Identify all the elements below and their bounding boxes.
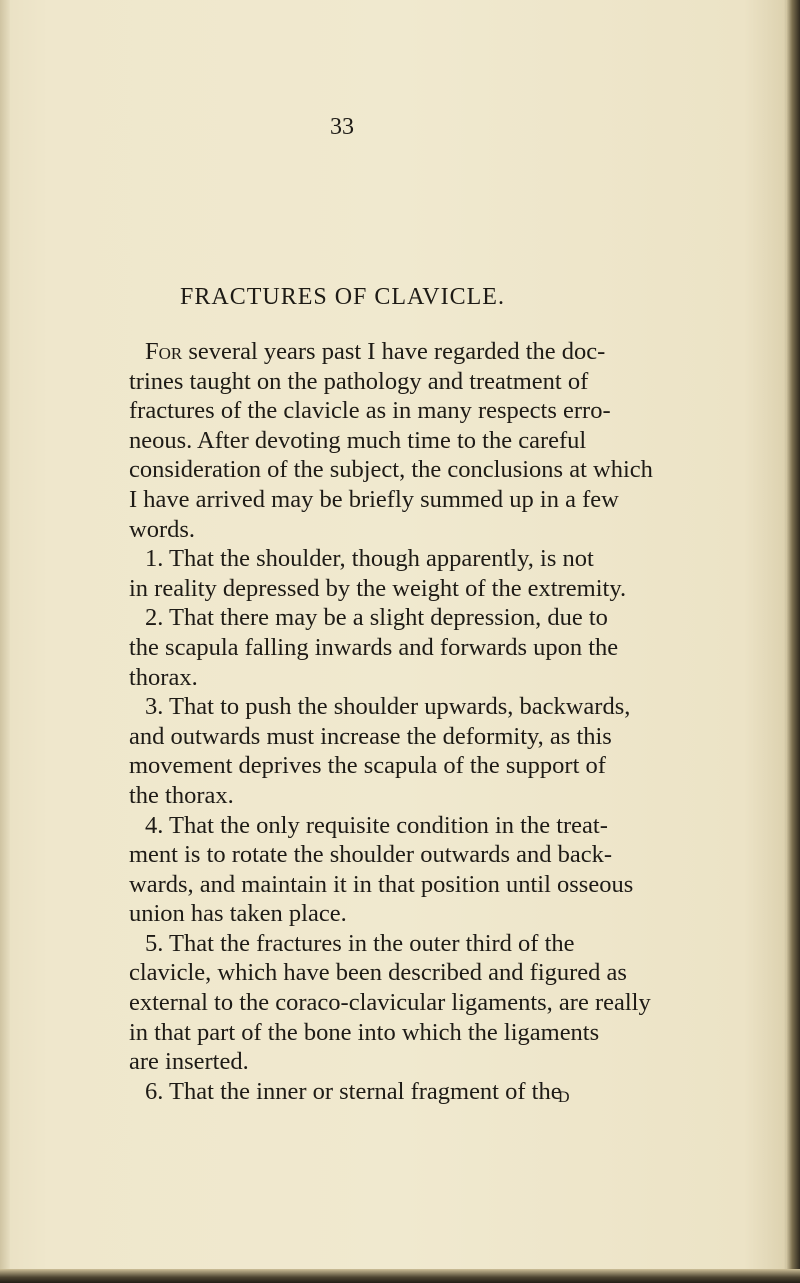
text-line-10: 2. That there may be a slight depression, due to [145, 604, 608, 632]
text-line-26: 6. That the inner or sternal fragment of the [145, 1077, 562, 1105]
text-line-14: and outwards must increase the deformity, as this [129, 722, 612, 750]
signature-mark: D [558, 1089, 570, 1106]
chapter-title: FRACTURES OF CLAVICLE. [180, 284, 505, 310]
page-number: 33 [330, 114, 354, 140]
text-line-22: clavicle, which have been described and figured as [129, 959, 627, 987]
text-line-25: are inserted. [129, 1048, 249, 1076]
text-line-20: union has taken place. [129, 900, 347, 928]
text-line-2: trines taught on the pathology and treatment of [129, 367, 589, 395]
page-left-edge [0, 0, 10, 1283]
text-line-6: I have arrived may be briefly summed up in a few [129, 485, 619, 513]
opening-word: For [145, 338, 183, 365]
text-line-5: consideration of the subject, the conclusions at which [129, 456, 653, 484]
text-line-21: 5. That the fractures in the outer third of the [145, 929, 575, 957]
text-line-9: in reality depressed by the weight of the extremity. [129, 574, 627, 602]
text-line-18: ment is to rotate the shoulder outwards and back- [129, 841, 613, 869]
page-right-edge-shadow [786, 0, 800, 1283]
text-line-13: 3. That to push the shoulder upwards, backwards, [145, 693, 631, 721]
text-line-19: wards, and maintain it in that position until osseous [129, 870, 634, 898]
text-line-15: movement deprives the scapula of the support of [129, 752, 606, 780]
text-line-24: in that part of the bone into which the ligaments [129, 1018, 600, 1046]
text-line-7: words. [129, 515, 196, 543]
text-line-16: the thorax. [129, 781, 234, 809]
text-line-8: 1. That the shoulder, though apparently, is not [145, 545, 594, 573]
text-line-4: neous. After devoting much time to the careful [129, 426, 587, 454]
page-bottom-edge-shadow [0, 1269, 800, 1283]
line-text: several years past I have regarded the doc- [182, 338, 606, 365]
text-line-11: the scapula falling inwards and forwards upon the [129, 633, 619, 661]
text-line-17: 4. That the only requisite condition in the treat- [145, 811, 608, 839]
text-line-3: fractures of the clavicle as in many respects erro- [129, 397, 611, 425]
body-text [129, 337, 653, 1106]
text-line-1 [129, 337, 629, 367]
text-line-23: external to the coraco-clavicular ligaments, are really [129, 989, 651, 1017]
text-line-12: thorax. [129, 663, 198, 691]
